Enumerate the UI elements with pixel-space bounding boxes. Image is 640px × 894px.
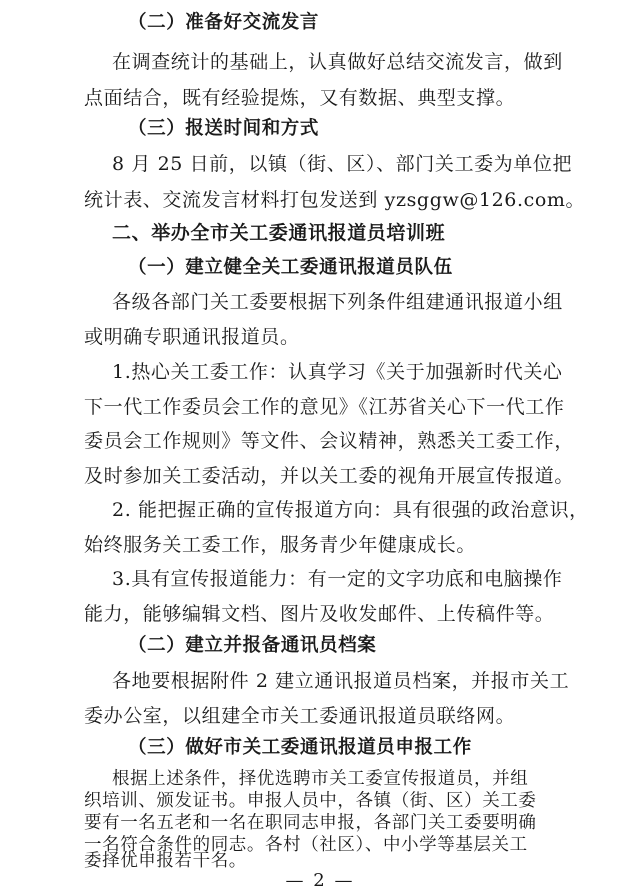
paragraph-line: 下一代工作委员会工作的意见》《江苏省关心下一代工作 <box>84 396 565 418</box>
paragraph-line: 8 月 25 日前，以镇（街、区）、部门关工委为单位把 <box>112 153 573 175</box>
heading-prepare-speech: （二）准备好交流发言 <box>128 12 320 33</box>
list-item-3: 3.具有宣传报道能力：有一定的文字功底和电脑操作 <box>112 568 563 590</box>
paragraph-line: 委办公室，以组建全市关工委通讯报道员联络网。 <box>84 705 516 727</box>
page-number: — 2 — <box>285 870 355 891</box>
paragraph-line: 委择优申报若干名。 <box>84 851 247 871</box>
paragraph-line: 始终服务关工委工作，服务青少年健康成长。 <box>84 534 477 556</box>
paragraph-line: 及时参加关工委活动，并以关工委的视角开展宣传报道。 <box>84 465 575 487</box>
paragraph-line: 在调查统计的基础上，认真做好总结交流发言，做到 <box>112 51 563 73</box>
list-item-1: 1.热心关工委工作：认真学习《关于加强新时代关心 <box>112 361 563 383</box>
section-heading-training: 二、举办全市关工委通讯报道员培训班 <box>112 222 446 244</box>
paragraph-line: 织培训、颁发证书。申报人员中，各镇（街、区）关工委 <box>84 791 537 811</box>
paragraph-line: 要有一名五老和一名在职同志申报，各部门关工委要明确 <box>84 813 537 833</box>
list-item-2: 2. 能把握正确的宣传报道方向：具有很强的政治意识， <box>112 499 589 521</box>
heading-application: （三）做好市关工委通讯报道员申报工作 <box>128 737 472 758</box>
paragraph-line: 能力，能够编辑文档、图片及收发邮件、上传稿件等。 <box>84 603 555 625</box>
heading-archive: （二）建立并报备通讯员档案 <box>128 635 377 656</box>
paragraph-line: 各地要根据附件 2 建立通讯报道员档案，并报市关工 <box>112 670 570 692</box>
paragraph-line: 一名符合条件的同志。各村（社区）、中小学等基层关工 <box>84 835 528 855</box>
paragraph-line: 各级各部门关工委要根据下列条件组建通讯报道小组 <box>112 291 563 313</box>
heading-build-team: （一）建立健全关工委通讯报道员队伍 <box>128 257 453 278</box>
paragraph-line: 委员会工作规则》等文件、会议精神，熟悉关工委工作， <box>84 430 575 452</box>
paragraph-line: 根据上述条件，择优选聘市关工委宣传报道员，并组 <box>112 769 529 789</box>
paragraph-line: 统计表、交流发言材料打包发送到 yzsggw@126.com。 <box>84 189 586 211</box>
paragraph-line: 或明确专职通讯报道员。 <box>84 326 300 348</box>
paragraph-line: 点面结合，既有经验提炼，又有数据、典型支撑。 <box>84 87 516 109</box>
heading-submission-time: （三）报送时间和方式 <box>128 118 320 139</box>
